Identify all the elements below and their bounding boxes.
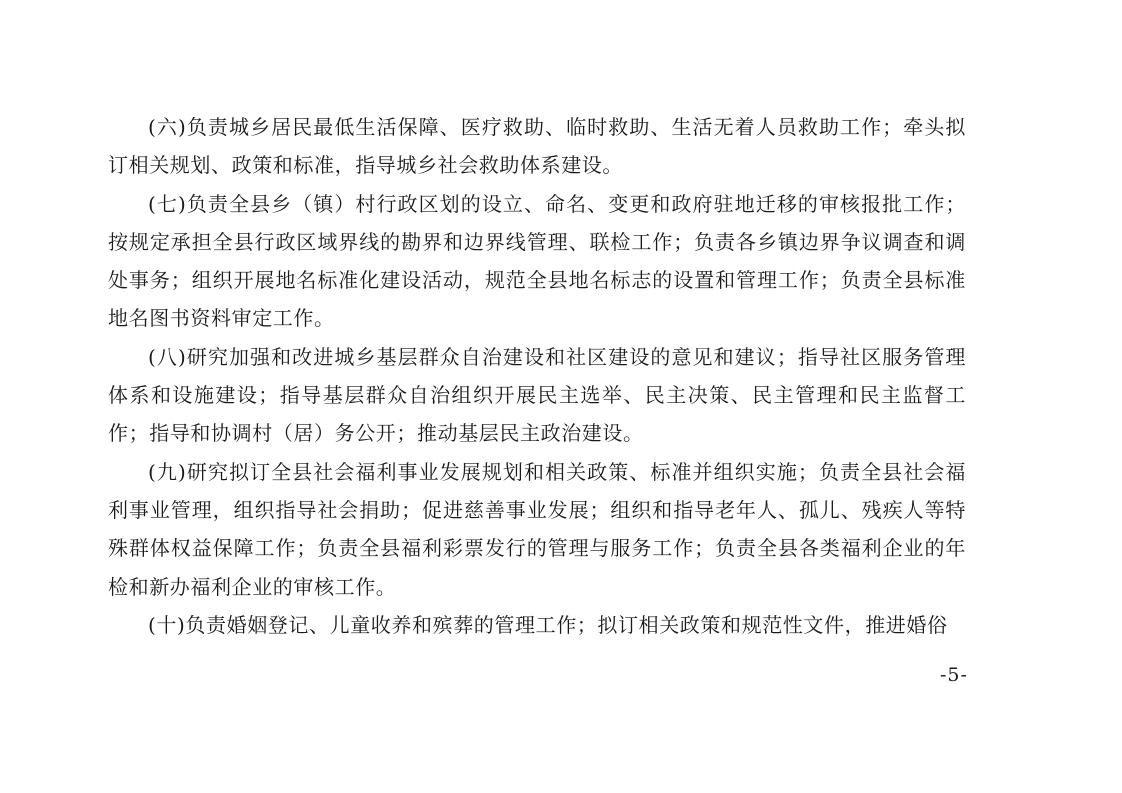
paragraph-item-6: (六)负责城乡居民最低生活保障、医疗救助、临时救助、生活无着人员救助工作；牵头拟订相关规划、政策和标准，指导城乡社会救助体系建设。 [108, 115, 966, 178]
document-body [108, 108, 966, 644]
page-number: -5- [940, 664, 968, 686]
paragraph-item-10: (十)负责婚姻登记、儿童收养和殡葬的管理工作；拟订相关政策和规范性文件，推进婚俗 [148, 612, 948, 637]
paragraph-item-9: (九)研究拟订全县社会福利事业发展规划和相关政策、标准并组织实施；负责全县社会福利事业管理，组织指导社会捐助；促进慈善事业发展；组织和指导老年人、孤儿、残疾人等特殊群体权益保障工作；负责全县福利彩票发行的管理与服务工作；负责全县各类福利企业的年检和新办福利企业的审核工作。 [108, 459, 966, 599]
paragraph-item-7: (七)负责全县乡（镇）村行政区划的设立、命名、变更和政府驻地迁移的审核报批工作；按规定承担全县行政区域界线的勘界和边界线管理、联检工作；负责各乡镇边界争议调查和调处事务；组织开展地名标准化建设活动，规范全县地名标志的设置和管理工作；负责全县标准地名图书资料审定工作。 [108, 191, 966, 331]
paragraph-item-8: (八)研究加强和改进城乡基层群众自治建设和社区建设的意见和建议；指导社区服务管理体系和设施建设；指导基层群众自治组织开展民主选举、民主决策、民主管理和民主监督工作；指导和协调村（居）务公开；推动基层民主政治建设。 [108, 344, 966, 446]
